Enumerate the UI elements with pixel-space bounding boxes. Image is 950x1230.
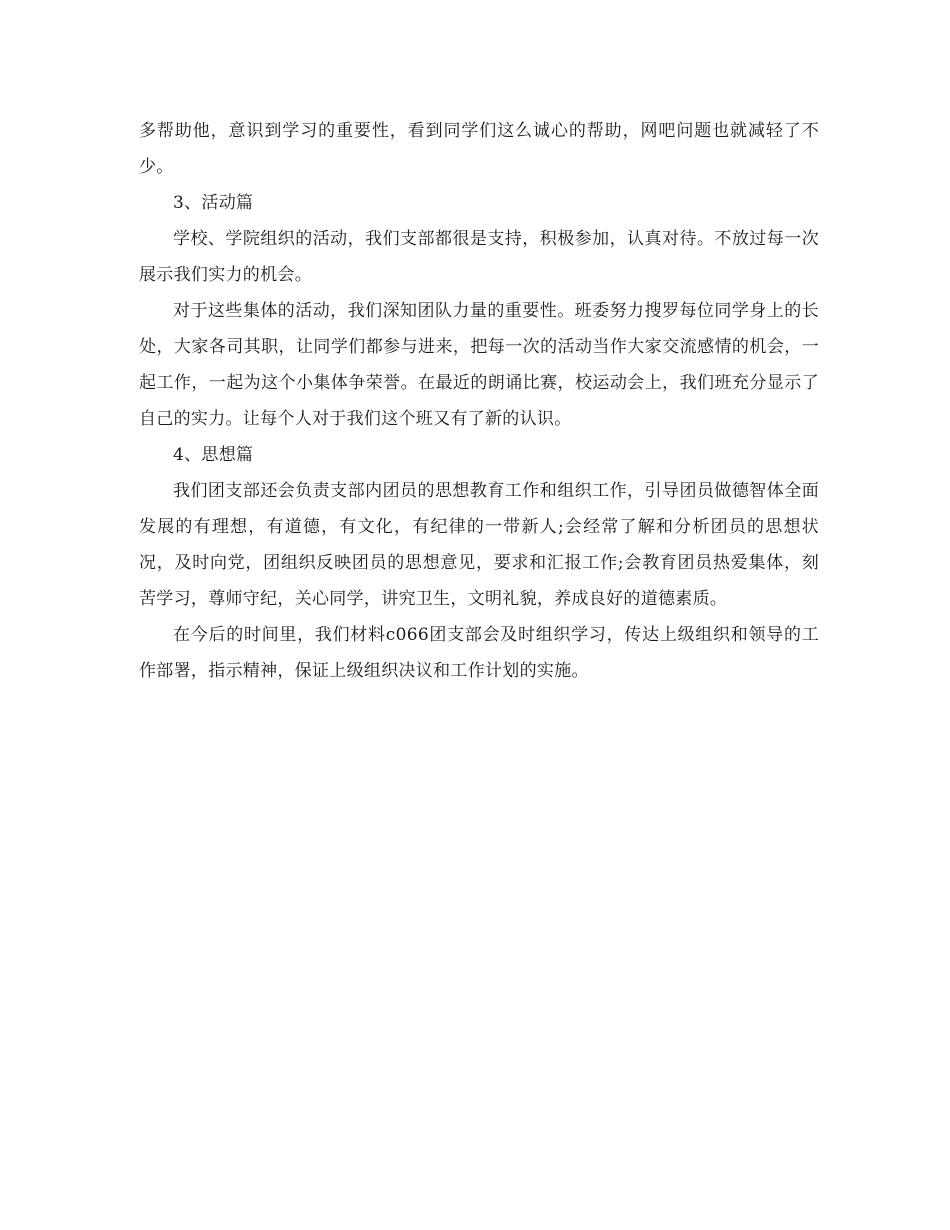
paragraph-ideology-education: 我们团支部还会负责支部内团员的思想教育工作和组织工作，引导团员做德智体全面发展的有理想，有道德，有文化，有纪律的一带新人;会经常了解和分析团员的思想状况，及时向党，团组织反映团员的思想意见，要求和汇报工作;会教育团员热爱集体，刻苦学习，尊师守纪，关心同学，讲究卫生，文明礼貌，养成良好的道德素质。 (139, 481, 819, 609)
paragraph-future-plan: 在今后的时间里，我们材料c066团支部会及时组织学习，传达上级组织和领导的工作部署，指示精神，保证上级组织决议和工作计划的实施。 (139, 625, 819, 681)
paragraph-activities-support: 学校、学院组织的活动，我们支部都很是支持，积极参加，认真对待。不放过每一次展示我们实力的机会。 (139, 229, 819, 285)
paragraph-continuation: 多帮助他，意识到学习的重要性，看到同学们这么诚心的帮助，网吧问题也就减轻了不少。 (139, 121, 819, 177)
paragraph-activities-teamwork: 对于这些集体的活动，我们深知团队力量的重要性。班委努力搜罗每位同学身上的长处，大家各司其职，让同学们都参与进来，把每一次的活动当作大家交流感情的机会，一起工作，一起为这个小集体争荣誉。在最近的朗诵比赛，校运动会上，我们班充分显示了自己的实力。让每个人对于我们这个班又有了新的认识。 (139, 301, 819, 429)
section-heading-activities: 3、活动篇 (173, 193, 254, 213)
section-heading-ideology: 4、思想篇 (173, 445, 254, 465)
document-body (139, 113, 819, 689)
